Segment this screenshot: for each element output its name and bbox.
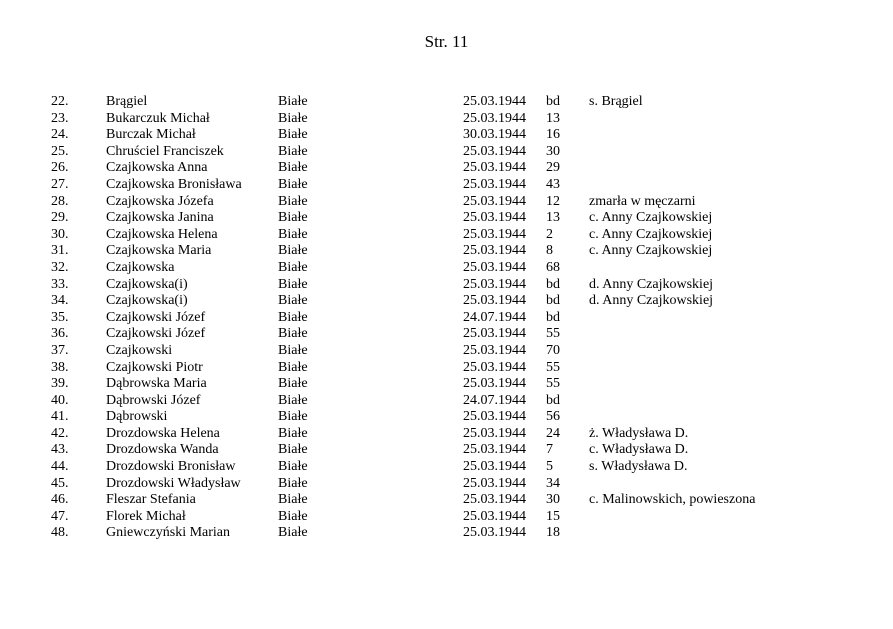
record-place: Białe (278, 525, 308, 541)
record-place: Białe (278, 243, 308, 259)
record-date: 25.03.1944 (463, 508, 526, 524)
record-name: Burczak Michał (106, 127, 196, 143)
record-age: 68 (546, 259, 560, 275)
record-row (0, 476, 893, 493)
record-age: 56 (546, 409, 560, 425)
record-number: 43. (51, 442, 69, 458)
record-date: 25.03.1944 (463, 359, 526, 375)
record-name: Czajkowski Piotr (106, 359, 203, 375)
record-date: 25.03.1944 (463, 475, 526, 491)
record-number: 36. (51, 326, 69, 342)
record-date: 25.03.1944 (463, 210, 526, 226)
record-number: 26. (51, 160, 69, 176)
record-number: 27. (51, 176, 69, 192)
record-date: 25.03.1944 (463, 176, 526, 192)
record-row (0, 376, 893, 393)
record-number: 48. (51, 525, 69, 541)
record-name: Czajkowski Józef (106, 326, 206, 342)
record-note: c. Malinowskich, powieszona (589, 492, 756, 508)
record-number: 24. (51, 127, 69, 143)
record-date: 25.03.1944 (463, 143, 526, 159)
record-note: c. Anny Czajkowskiej (589, 210, 713, 226)
record-number: 40. (51, 392, 69, 408)
record-number: 23. (51, 110, 69, 126)
record-name: Czajkowska Bronisława (106, 176, 242, 192)
record-number: 33. (51, 276, 69, 292)
record-row (0, 144, 893, 161)
record-date: 25.03.1944 (463, 193, 526, 209)
record-row (0, 127, 893, 144)
record-date: 25.03.1944 (463, 409, 526, 425)
page-header: Str. 11 (424, 32, 469, 51)
record-date: 25.03.1944 (463, 425, 526, 441)
record-row (0, 243, 893, 260)
record-row (0, 210, 893, 227)
record-place: Białe (278, 409, 308, 425)
record-note: s. Brągiel (589, 94, 643, 109)
record-age: bd (546, 94, 560, 109)
record-age: 30 (546, 143, 560, 159)
record-name: Drozdowski Władysław (106, 475, 241, 491)
record-number: 31. (51, 243, 69, 259)
record-row (0, 227, 893, 244)
record-name: Drozdowski Bronisław (106, 459, 236, 475)
record-name: Czajkowski (106, 342, 173, 358)
record-row (0, 310, 893, 327)
record-age: 13 (546, 210, 560, 226)
record-row (0, 492, 893, 509)
record-row (0, 442, 893, 459)
record-age: 70 (546, 342, 560, 358)
record-date: 25.03.1944 (463, 293, 526, 309)
record-row (0, 343, 893, 360)
record-name: Czajkowska Janina (106, 210, 214, 226)
record-row (0, 426, 893, 443)
record-row (0, 160, 893, 177)
record-name: Czajkowski Józef (106, 309, 206, 325)
record-date: 25.03.1944 (463, 342, 526, 358)
record-place: Białe (278, 276, 308, 292)
record-age: bd (546, 309, 560, 325)
record-name: Gniewczyński Marian (106, 525, 231, 541)
record-row (0, 111, 893, 128)
record-name: Chruściel Franciszek (106, 143, 224, 159)
record-place: Białe (278, 293, 308, 309)
record-name: Czajkowska(i) (106, 276, 188, 292)
record-age: 5 (546, 459, 553, 475)
record-place: Białe (278, 442, 308, 458)
record-place: Białe (278, 160, 308, 176)
record-number: 32. (51, 259, 69, 275)
record-number: 46. (51, 492, 69, 508)
record-name: Drozdowska Wanda (106, 442, 219, 458)
record-place: Białe (278, 475, 308, 491)
record-note: zmarła w męczarni (589, 193, 696, 209)
record-age: 12 (546, 193, 560, 209)
record-place: Białe (278, 226, 308, 242)
record-number: 28. (51, 193, 69, 209)
record-date: 25.03.1944 (463, 259, 526, 275)
record-place: Białe (278, 492, 308, 508)
record-age: 55 (546, 359, 560, 375)
record-row (0, 393, 893, 410)
record-note: c. Anny Czajkowskiej (589, 226, 713, 242)
record-age: 13 (546, 110, 560, 126)
record-number: 35. (51, 309, 69, 325)
record-age: 43 (546, 176, 560, 192)
record-name: Dąbrowska Maria (106, 376, 207, 392)
record-age: 34 (546, 475, 560, 491)
record-number: 44. (51, 459, 69, 475)
record-name: Czajkowska Maria (106, 243, 212, 259)
record-age: 2 (546, 226, 553, 242)
record-row (0, 525, 893, 542)
record-row (0, 94, 893, 111)
record-date: 25.03.1944 (463, 525, 526, 541)
record-place: Białe (278, 127, 308, 143)
record-row (0, 260, 893, 277)
record-row (0, 409, 893, 426)
record-place: Białe (278, 326, 308, 342)
record-date: 30.03.1944 (463, 127, 526, 143)
record-date: 25.03.1944 (463, 492, 526, 508)
record-age: bd (546, 293, 560, 309)
record-name: Dąbrowski (106, 409, 168, 425)
record-note: ż. Władysława D. (589, 425, 689, 441)
record-place: Białe (278, 392, 308, 408)
record-date: 25.03.1944 (463, 110, 526, 126)
record-date: 25.03.1944 (463, 459, 526, 475)
record-date: 25.03.1944 (463, 376, 526, 392)
record-number: 42. (51, 425, 69, 441)
record-number: 37. (51, 342, 69, 358)
record-date: 25.03.1944 (463, 94, 526, 109)
record-age: bd (546, 276, 560, 292)
record-place: Białe (278, 94, 308, 109)
record-row (0, 177, 893, 194)
record-row (0, 459, 893, 476)
record-note: c. Władysława D. (589, 442, 689, 458)
record-age: 16 (546, 127, 560, 143)
record-row (0, 277, 893, 294)
record-place: Białe (278, 359, 308, 375)
record-date: 25.03.1944 (463, 226, 526, 242)
record-age: 7 (546, 442, 553, 458)
record-name: Czajkowska Józefa (106, 193, 214, 209)
record-age: bd (546, 392, 560, 408)
record-row (0, 360, 893, 377)
record-row (0, 509, 893, 526)
record-name: Florek Michał (106, 508, 186, 524)
record-note: d. Anny Czajkowskiej (589, 293, 714, 309)
record-number: 39. (51, 376, 69, 392)
record-place: Białe (278, 259, 308, 275)
record-place: Białe (278, 143, 308, 159)
record-age: 30 (546, 492, 560, 508)
record-name: Brągiel (106, 94, 148, 109)
record-place: Białe (278, 110, 308, 126)
record-number: 25. (51, 143, 69, 159)
record-date: 25.03.1944 (463, 276, 526, 292)
record-name: Bukarczuk Michał (106, 110, 210, 126)
record-number: 29. (51, 210, 69, 226)
record-name: Drozdowska Helena (106, 425, 220, 441)
record-place: Białe (278, 508, 308, 524)
record-place: Białe (278, 459, 308, 475)
record-row (0, 293, 893, 310)
record-place: Białe (278, 193, 308, 209)
record-place: Białe (278, 425, 308, 441)
record-note: d. Anny Czajkowskiej (589, 276, 714, 292)
record-number: 47. (51, 508, 69, 524)
record-name: Czajkowska (106, 259, 175, 275)
record-date: 25.03.1944 (463, 160, 526, 176)
record-place: Białe (278, 342, 308, 358)
record-name: Czajkowska Anna (106, 160, 208, 176)
record-age: 15 (546, 508, 560, 524)
record-number: 45. (51, 475, 69, 491)
record-date: 25.03.1944 (463, 326, 526, 342)
record-number: 34. (51, 293, 69, 309)
record-name: Czajkowska(i) (106, 293, 188, 309)
record-number: 41. (51, 409, 69, 425)
record-age: 18 (546, 525, 560, 541)
record-number: 30. (51, 226, 69, 242)
record-note: s. Władysława D. (589, 459, 688, 475)
record-number: 22. (51, 94, 69, 109)
record-date: 24.07.1944 (463, 309, 526, 325)
record-date: 25.03.1944 (463, 442, 526, 458)
record-age: 29 (546, 160, 560, 176)
record-place: Białe (278, 176, 308, 192)
record-age: 8 (546, 243, 553, 259)
record-age: 55 (546, 376, 560, 392)
record-name: Dąbrowski Józef (106, 392, 201, 408)
record-list (0, 94, 893, 542)
record-place: Białe (278, 376, 308, 392)
record-name: Fleszar Stefania (106, 492, 196, 508)
record-date: 24.07.1944 (463, 392, 526, 408)
record-age: 24 (546, 425, 560, 441)
record-place: Białe (278, 309, 308, 325)
record-age: 55 (546, 326, 560, 342)
record-name: Czajkowska Helena (106, 226, 218, 242)
record-row (0, 194, 893, 211)
record-note: c. Anny Czajkowskiej (589, 243, 713, 259)
record-number: 38. (51, 359, 69, 375)
record-place: Białe (278, 210, 308, 226)
record-date: 25.03.1944 (463, 243, 526, 259)
record-row (0, 326, 893, 343)
